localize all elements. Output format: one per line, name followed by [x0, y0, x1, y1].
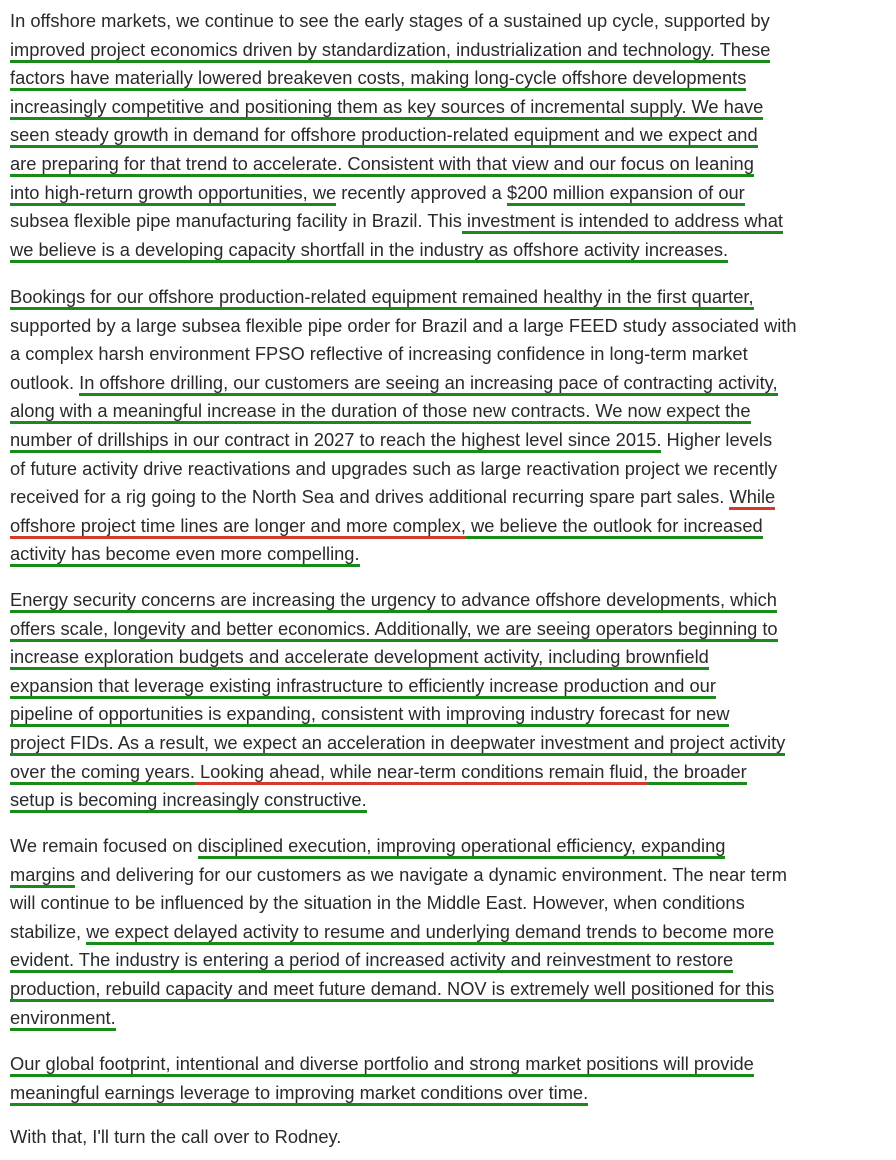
red-underlined-segment: Looking ahead, while near-term conditions remain fluid, — [195, 761, 648, 785]
text-line — [10, 207, 783, 236]
text-line — [10, 426, 772, 455]
text-line — [10, 512, 763, 541]
green-underlined-segment: production, rebuild capacity and meet future demand. — [10, 978, 442, 1002]
text-segment: outlook. — [10, 371, 80, 393]
text-line — [10, 861, 787, 890]
text-segment: With that, I'll turn the call over to Rodney. — [10, 1126, 342, 1147]
green-underlined-segment: investment is intended to address what — [462, 210, 783, 234]
green-underlined-segment: increasingly competitive and positioning them as key sources of incremental supply. We have — [10, 96, 763, 120]
green-underlined-segment: environment. — [10, 1007, 116, 1031]
text-segment: In offshore markets, we continue to see the early stages of a sustained up cycle, supported by — [10, 10, 770, 31]
text-line — [10, 540, 360, 569]
text-line — [10, 889, 745, 918]
green-underlined-segment: are preparing for that trend to accelerate. — [10, 153, 342, 177]
text-segment: subsea flexible pipe manufacturing facility in Brazil. This — [10, 210, 462, 232]
text-line — [10, 832, 725, 861]
text-line — [10, 1079, 588, 1108]
green-underlined-segment: As a result, we expect an acceleration in deepwater investment and project activity — [114, 732, 786, 756]
text-line — [10, 483, 775, 512]
green-underlined-segment: Additionally, we are seeing operators beginning to — [370, 618, 777, 642]
text-segment: of future activity drive reactivations and upgrades such as large reactivation project we recently — [10, 457, 778, 479]
green-underlined-segment: meaningful earnings leverage to improving market conditions over time. — [10, 1082, 588, 1106]
green-underlined-segment: Energy security concerns are increasing the urgency to advance offshore developments, which — [10, 589, 777, 613]
green-underlined-segment: Consistent with that view and our focus on leaning — [342, 153, 754, 177]
green-underlined-segment: offers scale, longevity and better economics. — [10, 618, 370, 642]
text-line — [10, 700, 729, 729]
text-segment: We remain focused on — [10, 835, 198, 856]
green-underlined-segment: activity has become even more compelling. — [10, 543, 360, 567]
text-line — [10, 340, 748, 369]
green-underlined-segment: Bookings for our offshore production-related equipment remained healthy in the first quarter, — [10, 286, 754, 310]
text-line — [10, 36, 770, 65]
green-underlined-segment: we expect delayed activity to resume and underlying demand trends to become more — [86, 921, 774, 945]
green-underlined-segment: margins — [10, 864, 75, 888]
green-underlined-segment: the broader — [648, 761, 747, 785]
green-underlined-segment: Our global footprint, intentional and diverse portfolio and strong market positions will provide — [10, 1053, 754, 1077]
text-line — [10, 729, 785, 758]
text-segment: Higher levels — [661, 429, 773, 450]
green-underlined-segment: $200 million expansion of our — [507, 182, 745, 206]
red-underlined-segment: offshore project time lines are longer and more complex, — [10, 515, 466, 539]
text-line — [10, 179, 745, 208]
text-line — [10, 7, 770, 36]
green-underlined-segment: setup is becoming increasingly constructive. — [10, 789, 367, 813]
green-underlined-segment: increase exploration budgets and accelerate development activity, including brownfield — [10, 646, 709, 670]
text-line — [10, 455, 777, 484]
green-underlined-segment: We now expect the — [590, 400, 750, 424]
text-line — [10, 1123, 341, 1152]
green-underlined-segment: The industry is entering a period of increased activity and reinvestment to restore — [74, 949, 733, 973]
green-underlined-segment: expansion that leverage existing infrastructure to efficiently increase production and our — [10, 675, 716, 699]
text-line — [10, 369, 778, 398]
green-underlined-segment: project FIDs. — [10, 732, 114, 756]
text-segment: a complex harsh environment FPSO reflective of increasing confidence in long-term market — [10, 343, 748, 365]
text-line — [10, 975, 774, 1004]
text-segment: and delivering for our customers as we navigate a dynamic environment. The near term — [75, 863, 788, 885]
text-segment: supported by a large subsea flexible pipe order for Brazil and a large FEED study associated with — [10, 314, 797, 336]
text-line — [10, 397, 751, 426]
text-line — [10, 312, 797, 341]
text-line — [10, 236, 728, 265]
green-underlined-segment: into high-return growth opportunities, we — [10, 182, 336, 206]
green-underlined-segment: number of drillships in our contract in 2027 to reach the highest level since 2015. — [10, 429, 661, 453]
green-underlined-segment: seen steady growth in demand for offshore production-related equipment and we expect and — [10, 124, 758, 148]
text-line — [10, 121, 758, 150]
text-line — [10, 918, 774, 947]
green-underlined-segment: evident. — [10, 949, 74, 973]
text-line — [10, 150, 754, 179]
text-segment: received for a rig going to the North Sea and drives additional recurring spare part sales. — [10, 486, 730, 508]
text-line — [10, 64, 746, 93]
text-line — [10, 93, 763, 122]
green-underlined-segment: we believe is a developing capacity shortfall in the industry as offshore activity increases. — [10, 239, 728, 263]
green-underlined-segment: NOV is extremely well positioned for this — [442, 978, 774, 1002]
text-line — [10, 643, 709, 672]
text-segment: will continue to be influenced by the situation in the Middle East. However, when conditions — [10, 892, 745, 914]
green-underlined-segment: along with a meaningful increase in the duration of those new contracts. — [10, 400, 590, 424]
text-segment: recently approved a — [336, 181, 507, 203]
text-line — [10, 786, 367, 815]
text-line — [10, 283, 754, 312]
red-underlined-segment: While — [729, 486, 775, 510]
text-line — [10, 1004, 116, 1033]
text-line — [10, 1050, 754, 1079]
text-segment: stabilize, — [10, 920, 87, 942]
green-underlined-segment: we believe the outlook for increased — [466, 515, 763, 539]
green-underlined-segment: pipeline of opportunities is expanding, consistent with improving industry forecast for new — [10, 703, 729, 727]
green-underlined-segment: improved project economics driven by standardization, industrialization and technology. These — [10, 39, 770, 63]
green-underlined-segment: In offshore drilling, our customers are seeing an increasing pace of contracting activity, — [79, 372, 777, 396]
text-line — [10, 672, 716, 701]
green-underlined-segment: factors have materially lowered breakeven costs, making long-cycle offshore developments — [10, 67, 746, 91]
green-underlined-segment: over the coming years. — [10, 761, 195, 785]
green-underlined-segment: disciplined execution, improving operational efficiency, expanding — [198, 835, 726, 859]
text-line — [10, 615, 778, 644]
text-line — [10, 586, 777, 615]
text-line — [10, 758, 747, 787]
text-line — [10, 946, 733, 975]
